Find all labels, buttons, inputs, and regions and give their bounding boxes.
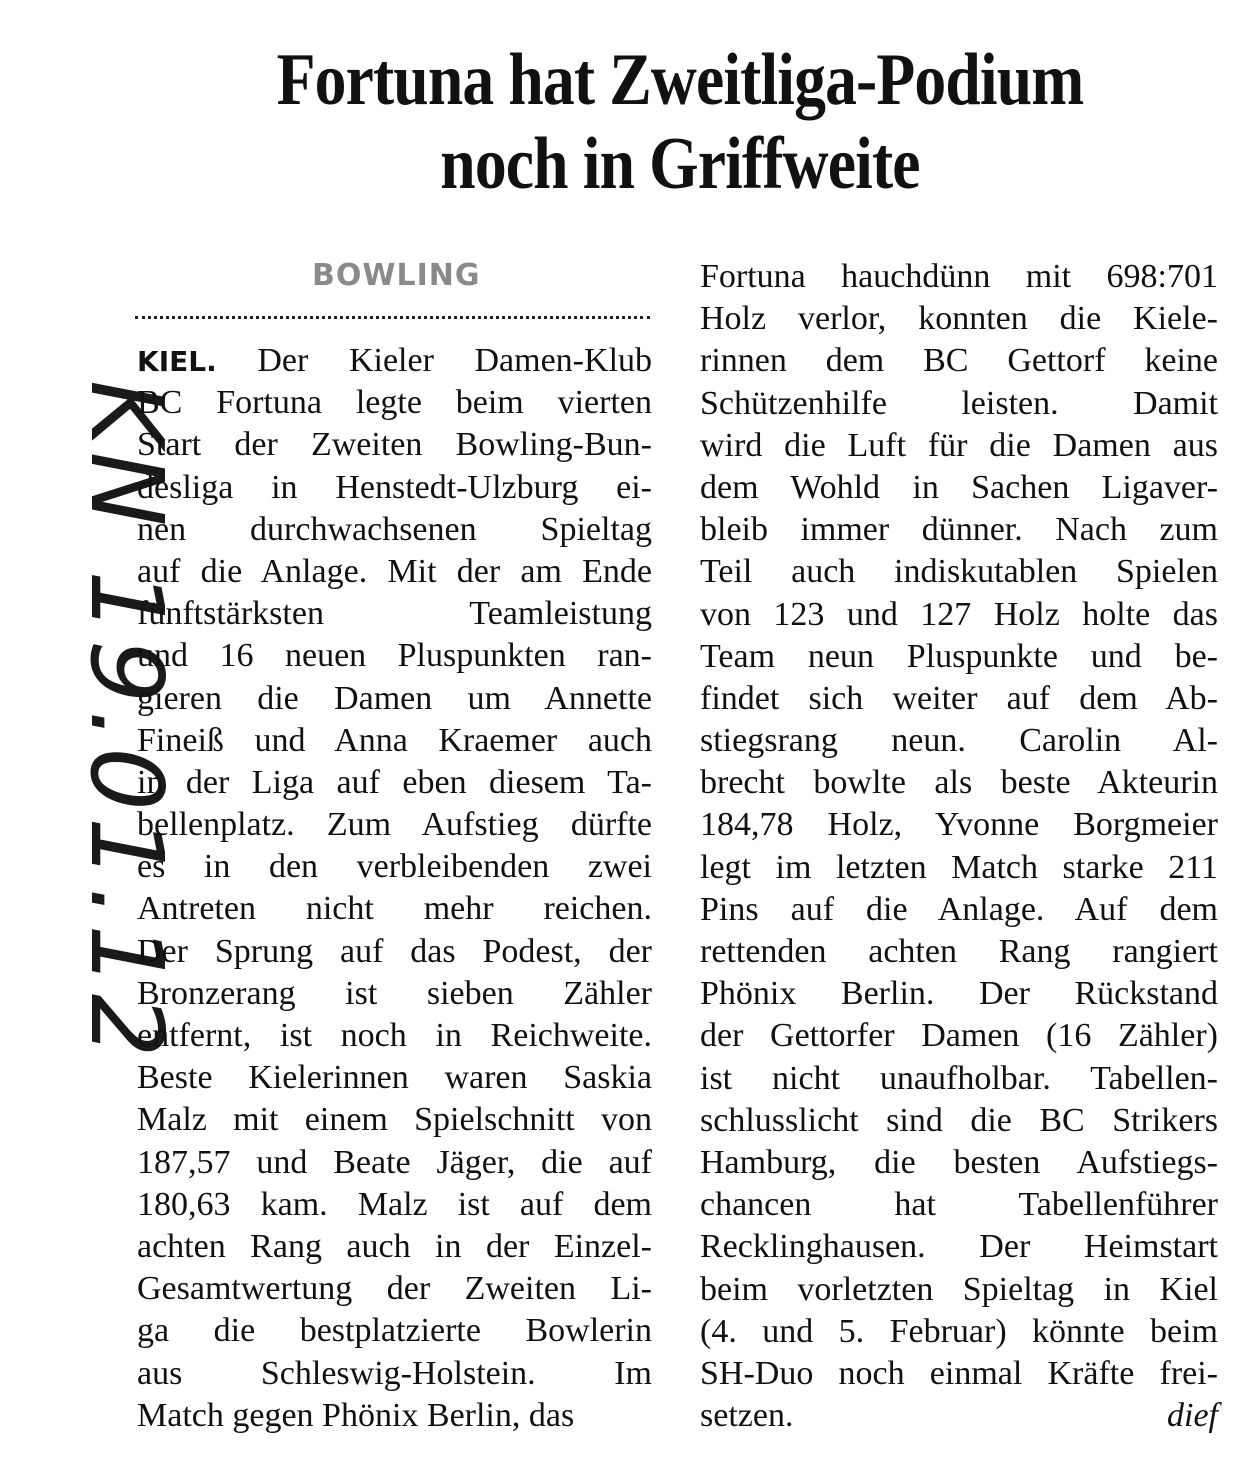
author-byline: dief	[1167, 1397, 1218, 1435]
article-line: Schützenhilfe leisten. Damit	[700, 384, 1218, 422]
article-line: dem Wohld in Sachen Ligaver-	[700, 468, 1218, 506]
article-line: Teil auch indiskutablen Spielen	[700, 553, 1218, 591]
article-line: Beste Kielerinnen waren Saskia	[137, 1059, 652, 1097]
dateline: KIEL.	[137, 345, 217, 378]
article-line: aus Schleswig-Holstein. Im	[137, 1354, 652, 1392]
article-line: stiegsrang neun. Carolin Al-	[700, 722, 1218, 760]
article-line: achten Rang auch in der Einzel-	[137, 1227, 652, 1265]
article-line: rettenden achten Rang rangiert	[700, 933, 1218, 970]
article-line: von 123 und 127 Holz holte das	[700, 595, 1218, 633]
article-line: 180,63 kam. Malz ist auf dem	[137, 1185, 652, 1223]
dotted-divider	[135, 316, 650, 319]
svg-text:KN 19.01.12: KN 19.01.12	[68, 380, 185, 1064]
article-line: KIEL. Der Kieler Damen-Klub	[137, 342, 653, 379]
article-line: brecht bowlte als beste Akteurin	[700, 764, 1218, 802]
article-line: Recklinghausen. Der Heimstart	[700, 1228, 1218, 1266]
headline-line-2: noch in Griffweite	[440, 123, 920, 205]
article-line: Start der Zweiten Bowling-Bun-	[137, 426, 652, 464]
article-line: Fortuna hauchdünn mit 698:701	[700, 258, 1218, 295]
handwritten-date-note	[0, 380, 185, 1410]
article-line: ist nicht unaufholbar. Tabellen-	[700, 1059, 1218, 1097]
article-line: fünftstärksten Teamleistung	[137, 595, 652, 633]
article-line: Holz verlor, konnten die Kiele-	[700, 300, 1218, 338]
article-line: Match gegen Phönix Berlin, das	[137, 1396, 575, 1434]
headline-line-1: Fortuna hat Zweitliga-Podium	[276, 39, 1084, 121]
article-line: SH-Duo noch einmal Kräfte frei-	[700, 1354, 1218, 1392]
article-line: Pins auf die Anlage. Auf dem	[700, 890, 1218, 928]
headline	[198, 38, 1161, 206]
article-line: bellenplatz. Zum Aufstieg dürfte	[137, 806, 652, 844]
article-line: schlusslicht sind die BC Strikers	[700, 1101, 1218, 1139]
article-line: entfernt, ist noch in Reichweite.	[137, 1017, 652, 1054]
article-line: ga die bestplatzierte Bowlerin	[137, 1312, 652, 1350]
article-line: rinnen dem BC Gettorf keine	[700, 342, 1218, 380]
article-line: setzen. dief	[700, 1395, 1218, 1437]
article-line: Team neun Pluspunkte und be-	[700, 637, 1218, 675]
article-line: Der Sprung auf das Podest, der	[137, 932, 652, 970]
article-line: wird die Luft für die Damen aus	[700, 426, 1218, 464]
article-line: BC Fortuna legte beim vierten	[137, 384, 652, 422]
article-line: 187,57 und Beate Jäger, die auf	[137, 1143, 652, 1181]
article-line: es in den verbleibenden zwei	[137, 848, 652, 886]
article-line: in der Liga auf eben diesem Ta-	[137, 763, 652, 801]
article-line: gieren die Damen um Annette	[137, 679, 652, 717]
article-line: legt im letzten Match starke 211	[700, 848, 1218, 886]
article-line: der Gettorfer Damen (16 Zähler)	[700, 1017, 1218, 1055]
section-kicker: BOWLING	[312, 258, 481, 293]
article-line: auf die Anlage. Mit der am Ende	[137, 552, 652, 590]
article-line: nen durchwachsenen Spieltag	[137, 510, 652, 548]
article-line: beim vorletzten Spieltag in Kiel	[700, 1270, 1218, 1308]
article-line: (4. und 5. Februar) könnte beim	[700, 1312, 1218, 1350]
article-line: und 16 neuen Pluspunkten ran-	[137, 637, 652, 675]
article-column-right	[700, 256, 1218, 1437]
article-line: Antreten nicht mehr reichen.	[137, 890, 652, 928]
article-line: Phönix Berlin. Der Rückstand	[700, 975, 1218, 1013]
article-line: Bronzerang ist sieben Zähler	[137, 974, 652, 1012]
article-line: bleib immer dünner. Nach zum	[700, 511, 1218, 549]
article-line: findet sich weiter auf dem Ab-	[700, 679, 1218, 717]
article-line: Gesamtwertung der Zweiten Li-	[137, 1270, 652, 1308]
article-column-left	[137, 340, 652, 1437]
article-line: Hamburg, die besten Aufstiegs-	[700, 1143, 1218, 1181]
article-line: 184,78 Holz, Yvonne Borgmeier	[700, 806, 1218, 844]
article-line: chancen hat Tabellenführer	[700, 1186, 1218, 1224]
article-line: Malz mit einem Spielschnitt von	[137, 1101, 652, 1139]
article-line: desliga in Henstedt-Ulzburg ei-	[137, 468, 652, 506]
article-line: Fineiß und Anna Kraemer auch	[137, 721, 652, 759]
